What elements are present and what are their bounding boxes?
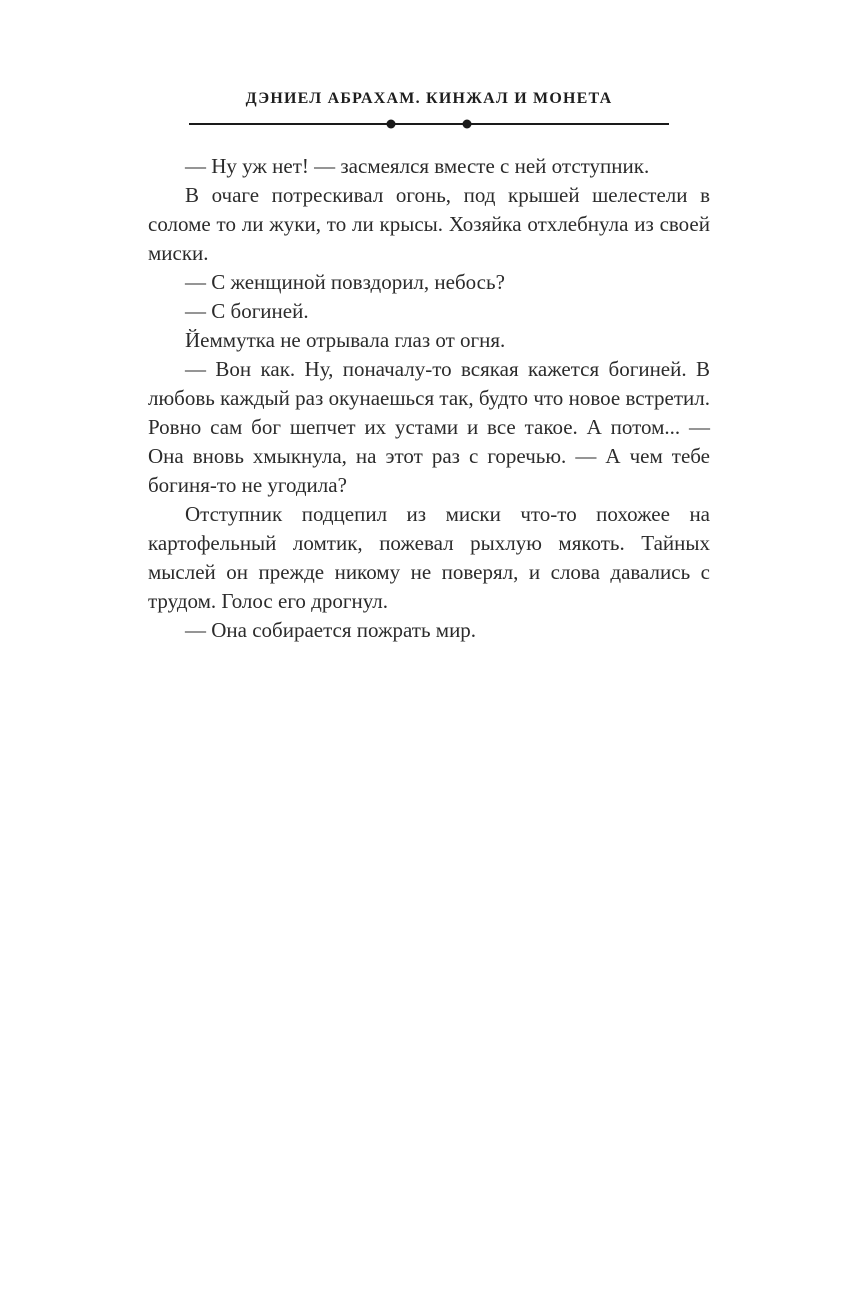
rule-ornament-dot-icon <box>463 120 472 129</box>
text-column <box>148 90 710 645</box>
running-title: ДЭНИЕЛ АБРАХАМ. КИНЖАЛ И МОНЕТА <box>245 90 613 107</box>
rule-ornament-dot-icon <box>386 120 395 129</box>
paragraph: — Она собирается пожрать мир. <box>185 618 477 642</box>
paragraph: — Вон как. Ну, поначалу-то всякая кажется богиней. В любовь каждый раз окунаешься так, будто что новое встретил. Ровно сам бог шепчет их устами и все такое. А потом... — Она вновь хмыкнула, на этот раз с горечью. — А чем тебе богиня-то не угодила? <box>148 357 710 497</box>
header-rule <box>189 119 669 129</box>
paragraph: — Ну уж нет! — засмеялся вместе с ней отступник. <box>185 154 650 178</box>
paragraph: В очаге потрескивал огонь, под крышей шелестели в соломе то ли жуки, то ли крысы. Хозяйка отхлебнула из своей миски. <box>148 183 710 265</box>
paragraph: Отступник подцепил из миски что-то похожее на картофельный ломтик, пожевал рыхлую мякоть. Тайных мыслей он прежде никому не поверял, и слова давались с трудом. Голос его дрогнул. <box>148 502 710 613</box>
paragraph: — С женщиной повздорил, небось? <box>185 270 505 294</box>
body-text <box>148 152 710 645</box>
paragraph: Йеммутка не отрывала глаз от огня. <box>185 328 506 352</box>
paragraph: — С богиней. <box>185 299 309 323</box>
